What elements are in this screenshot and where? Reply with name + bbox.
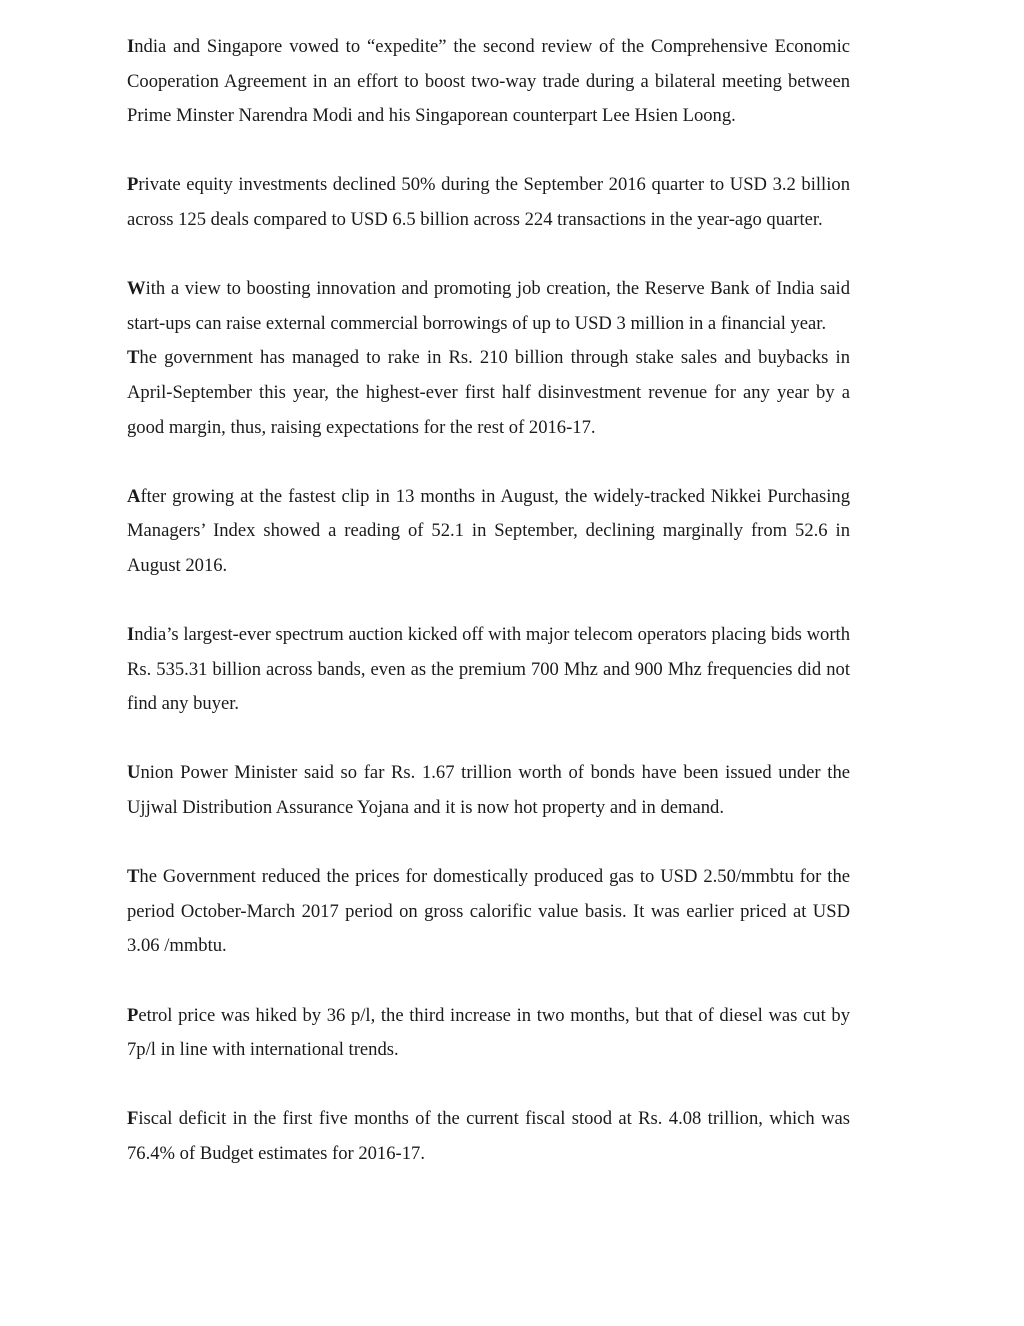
paragraph-text: he Government reduced the prices for domestically produced gas to USD 2.50/mmbtu for the period October-March 2017 period on gross calorific value basis. It was earlier priced at USD 3.06 /mmbtu. — [127, 866, 850, 957]
news-paragraph-8 — [127, 860, 850, 964]
paragraph-text: ndia and Singapore vowed to “expedite” the second review of the Comprehensive Economic Cooperation Agreement in an effort to boost two-way trade during a bilateral meeting between Prime Minster Narendra Modi and his Singaporean counterpart Lee Hsien Loong. — [127, 36, 850, 127]
paragraph-lead-letter: T — [127, 866, 140, 888]
paragraph-lead-letter: T — [127, 347, 140, 369]
paragraph-text: ith a view to boosting innovation and promoting job creation, the Reserve Bank of India said start-ups can raise external commercial borrowings of up to USD 3 million in a financial year. — [127, 278, 850, 334]
paragraph-spacer — [127, 445, 850, 480]
paragraph-lead-letter: I — [127, 624, 135, 646]
news-paragraph-7 — [127, 756, 850, 825]
paragraph-spacer — [127, 584, 850, 619]
paragraph-text: rivate equity investments declined 50% during the September 2016 quarter to USD 3.2 billion across 125 deals compared to USD 6.5 billion across 224 transactions in the year-ago quarter. — [127, 174, 850, 230]
paragraph-spacer — [127, 134, 850, 169]
news-paragraph-10 — [127, 1102, 850, 1171]
paragraph-lead-letter: F — [127, 1108, 139, 1130]
news-paragraph-9 — [127, 999, 850, 1068]
news-paragraph-6 — [127, 618, 850, 722]
paragraph-lead-letter: W — [127, 278, 146, 300]
paragraph-text: ndia’s largest-ever spectrum auction kicked off with major telecom operators placing bids worth Rs. 535.31 billion across bands, even as the premium 700 Mhz and 900 Mhz frequencies did not find any buyer. — [127, 624, 850, 715]
paragraph-spacer — [127, 1068, 850, 1103]
paragraph-text: nion Power Minister said so far Rs. 1.67 trillion worth of bonds have been issued under the Ujjwal Distribution Assurance Yojana and it is now hot property and in demand. — [127, 762, 850, 819]
news-paragraph-5 — [127, 480, 850, 584]
paragraph-text: he government has managed to rake in Rs. 210 billion through stake sales and buybacks in April-September this year, the highest-ever first half disinvestment revenue for any year by a good margin, thus, raising expectations for the rest of 2016-17. — [127, 347, 850, 438]
paragraph-spacer — [127, 722, 850, 757]
document-body — [127, 30, 850, 1172]
paragraph-lead-letter: I — [127, 36, 135, 57]
paragraph-lead-letter: A — [127, 485, 141, 507]
news-paragraph-3 — [127, 272, 850, 341]
paragraph-spacer — [127, 826, 850, 861]
paragraph-lead-letter: P — [127, 1004, 139, 1026]
news-paragraph-2 — [127, 168, 850, 237]
news-paragraph-1 — [127, 30, 850, 134]
paragraph-text: etrol price was hiked by 36 p/l, the third increase in two months, but that of diesel was cut by 7p/l in line with international trends. — [127, 1004, 850, 1061]
paragraph-spacer — [127, 238, 850, 273]
news-paragraph-4 — [127, 341, 850, 445]
paragraph-text: iscal deficit in the first five months of the current fiscal stood at Rs. 4.08 trillion, which was 76.4% of Budget estimates for 2016-17. — [127, 1108, 850, 1164]
paragraph-text: fter growing at the fastest clip in 13 months in August, the widely-tracked Nikkei Purchasing Managers’ Index showed a reading of 52.1 in September, declining marginally from 52.6 in August 2016. — [127, 485, 850, 576]
paragraph-lead-letter: U — [127, 762, 141, 784]
paragraph-lead-letter: P — [127, 174, 139, 196]
paragraph-spacer — [127, 964, 850, 999]
